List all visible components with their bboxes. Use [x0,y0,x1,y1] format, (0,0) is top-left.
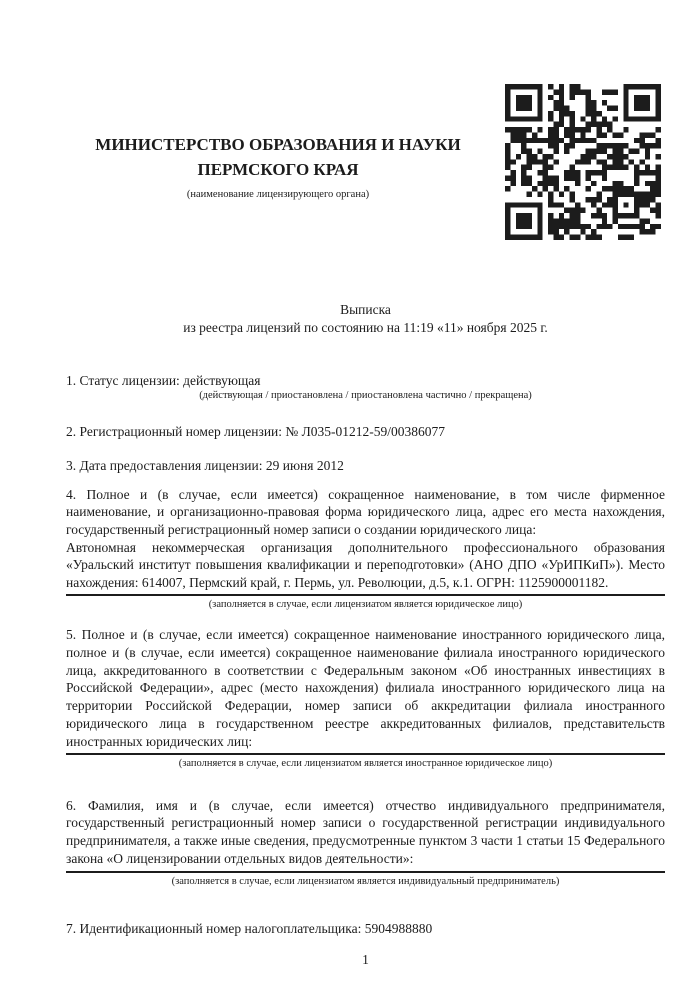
item-1-license-status [66,372,665,390]
item-7-text: 7. Идентификационный номер налогоплательщика: 5904988880 [66,921,433,937]
licensing-authority-block [66,84,490,201]
item-5-foreign-entity [66,626,665,750]
document-title-line2: из реестра лицензий по состоянию на 11:19 «11» ноября 2025 г. [183,320,548,335]
document-title [66,301,665,337]
item-4-label: 4. Полное и (в случае, если имеется) сокращенное наименование, в том числе фирменное наименование, и организационно-правовая форма юридического лица, адрес его места нахождения, государственный регистрационный номер записи о создании юридического лица: [66,486,665,538]
item-2-registration-number [66,423,665,441]
item-4-value: Автономная некоммерческая организация дополнительного профессионального образования «Уральский институт повышения квалификации и переподготовки» (АНО ДПО «УрИПКиП»). Место нахождения: 614007, Пермский край, г. Пермь, ул. Революции, д.5, к.1. ОГРН: 1125900001182. [66,539,665,596]
item-5-label: 5. Полное и (в случае, если имеется) сокращенное наименование иностранного юридического лица, полное и (в случае, если имеется) сокращенное наименование филиала иностранного юридического лица, аккредитованного в соответствии с Федеральным законом «Об иностранных инвестициях в Российской Федерации», адрес (место нахождения) филиала иностранного юридического лица на территории Российской Федерации, номер записи об аккредитации филиала иностранного юридического лица в государственном реестре аккредитованных филиалов, представительств иностранных юридических лиц: [66,627,665,749]
item-1-caption: (действующая / приостановлена / приостановлена частично / прекращена) [199,389,532,401]
page-number: 1 [362,951,369,967]
item-6-individual-entrepreneur [66,797,665,868]
item-7-taxpayer-number [66,920,665,938]
item-6-blank-line [66,871,665,873]
ministry-name: МИНИСТЕРСТВО ОБРАЗОВАНИЯ И НАУКИ ПЕРМСКОГО КРАЯ [95,135,461,179]
qr-code-icon [505,84,661,240]
item-2-text: 2. Регистрационный номер лицензии: № Л035-01212-59/00386077 [66,424,446,440]
item-4-legal-entity [66,486,665,596]
item-5-caption: (заполняется в случае, если лицензиатом является иностранное юридическое лицо) [178,758,553,770]
document-header [0,0,700,240]
ministry-caption: (наименование лицензирующего органа) [186,189,370,200]
item-4-caption: (заполняется в случае, если лицензиатом является юридическое лицо) [208,598,523,610]
item-3-text: 3. Дата предоставления лицензии: 29 июня 2012 [66,457,344,473]
item-5-blank-line [66,753,665,755]
document-body [0,301,700,969]
item-1-text: 1. Статус лицензии: действующая [66,373,261,388]
item-3-license-date [66,457,665,475]
item-6-label: 6. Фамилия, имя и (в случае, если имеется) отчество индивидуального предпринимателя, государственный регистрационный номер записи о государственной регистрации индивидуального предпринимателя, а также иные сведения, предусмотренные пунктом 3 части 1 статьи 15 Федерального закона «О лицензировании отдельных видов деятельности»: [66,797,665,866]
item-6-caption: (заполняется в случае, если лицензиатом является индивидуальный предприниматель) [171,875,560,887]
document-title-line1: Выписка [340,302,391,317]
